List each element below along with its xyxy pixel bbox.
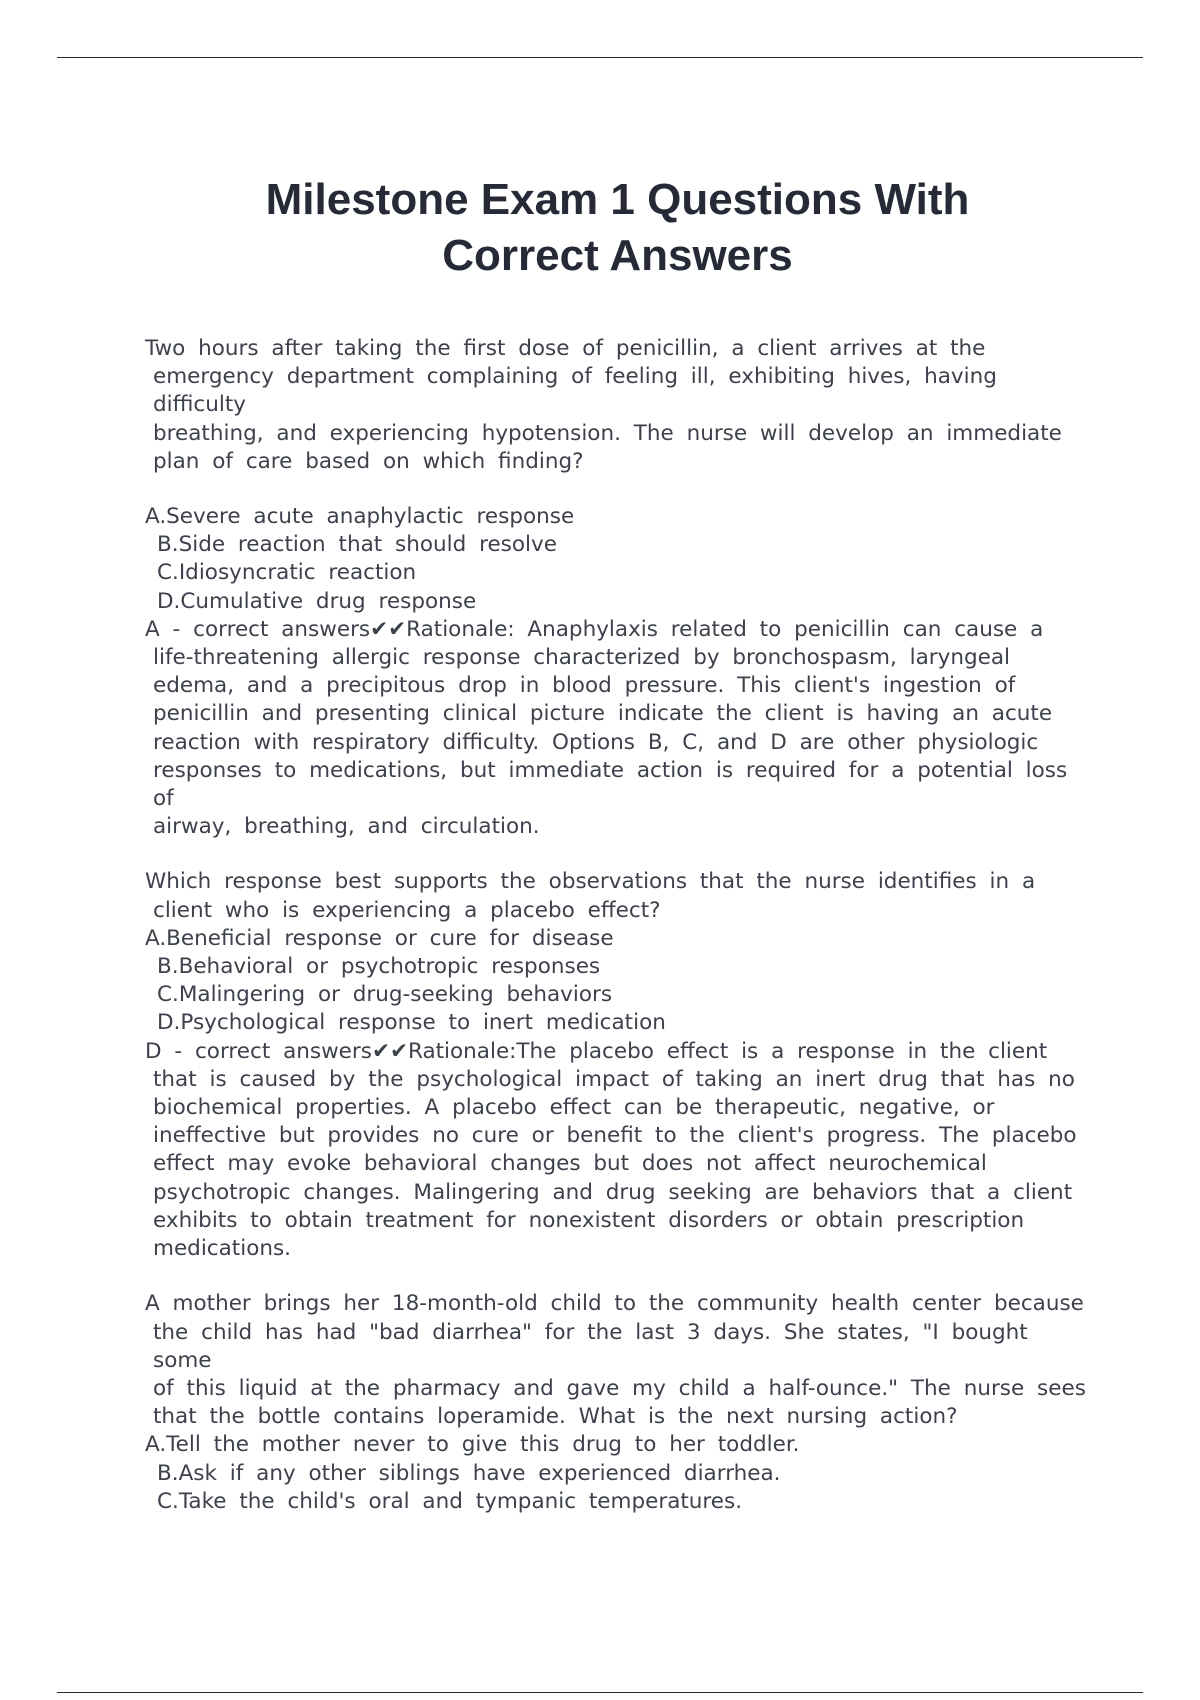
question-text-line: A mother brings her 18-month-old child to the community health center because — [145, 1291, 1084, 1317]
bottom-rule — [57, 1692, 1143, 1693]
answer-option: B.Side reaction that should resolve — [157, 532, 557, 558]
question-text-line: client who is experiencing a placebo effect? — [153, 897, 661, 923]
question-text-line: Which response best supports the observations that the nurse identifies in a — [145, 869, 1036, 895]
answer-option: D.Cumulative drug response — [157, 588, 477, 614]
answer-option: B.Ask if any other siblings have experienced diarrhea. — [157, 1460, 781, 1486]
rationale-line: airway, breathing, and circulation. — [153, 814, 540, 840]
rationale-line: that is caused by the psychological impact of taking an inert drug that has no — [153, 1066, 1075, 1092]
answer-option: D.Psychological response to inert medication — [157, 1010, 666, 1036]
question-text-line: the child has had "bad diarrhea" for the last 3 days. She states, "I bought some — [153, 1319, 1028, 1373]
answer-option: B.Behavioral or psychotropic responses — [157, 954, 601, 980]
top-rule — [57, 57, 1143, 58]
question-text-line: Two hours after taking the first dose of penicillin, a client arrives at the — [145, 336, 986, 361]
question-text-line: emergency department complaining of feeling ill, exhibiting hives, having difficulty — [153, 364, 997, 418]
answer-option: C.Malingering or drug-seeking behaviors — [157, 982, 613, 1008]
correct-answer-line: A - correct answers✔✔Rationale: Anaphylaxis related to penicillin can cause a — [145, 616, 1044, 642]
question-2 — [145, 868, 1090, 1263]
rationale-line: responses to medications, but immediate action is required for a potential loss of — [153, 757, 1068, 812]
question-3 — [145, 1290, 1090, 1516]
question-1 — [145, 335, 1090, 841]
question-text-line: plan of care based on which finding? — [153, 448, 584, 474]
answer-option: C.Take the child's oral and tympanic temperatures. — [157, 1488, 743, 1514]
title-line-2: Correct Answers — [442, 231, 793, 280]
page-title — [0, 172, 1200, 284]
rationale-line: effect may evoke behavioral changes but does not affect neurochemical — [153, 1151, 987, 1177]
rationale-line: psychotropic changes. Malingering and drug seeking are behaviors that a client — [153, 1179, 1073, 1205]
rationale-line: life-threatening allergic response characterized by bronchospasm, laryngeal — [153, 645, 1010, 671]
title-line-1: Milestone Exam 1 Questions With — [265, 175, 970, 224]
question-text-line: that the bottle contains loperamide. What is the next nursing action? — [153, 1404, 958, 1430]
rationale-line: edema, and a precipitous drop in blood pressure. This client's ingestion of — [153, 673, 1016, 699]
rationale-line: exhibits to obtain treatment for nonexistent disorders or obtain prescription — [153, 1207, 1025, 1233]
answer-option: A.Beneficial response or cure for disease — [145, 925, 614, 951]
rationale-line: medications. — [153, 1236, 292, 1262]
answer-option: A.Tell the mother never to give this drug to her toddler. — [145, 1432, 800, 1458]
correct-answer-line: D - correct answers✔✔Rationale:The placebo effect is a response in the client — [145, 1038, 1048, 1064]
answer-option: C.Idiosyncratic reaction — [157, 560, 417, 586]
answer-option: A.Severe acute anaphylactic response — [145, 504, 575, 530]
question-text-line: breathing, and experiencing hypotension. The nurse will develop an immediate — [153, 420, 1062, 446]
rationale-line: biochemical properties. A placebo effect can be therapeutic, negative, or — [153, 1095, 995, 1121]
question-text-line: of this liquid at the pharmacy and gave my child a half-ounce." The nurse sees — [153, 1375, 1086, 1401]
rationale-line: ineffective but provides no cure or benefit to the client's progress. The placebo — [153, 1123, 1077, 1149]
document-body — [145, 335, 1090, 1516]
rationale-line: reaction with respiratory difficulty. Options B, C, and D are other physiologic — [153, 729, 1039, 755]
rationale-line: penicillin and presenting clinical picture indicate the client is having an acute — [153, 701, 1053, 727]
